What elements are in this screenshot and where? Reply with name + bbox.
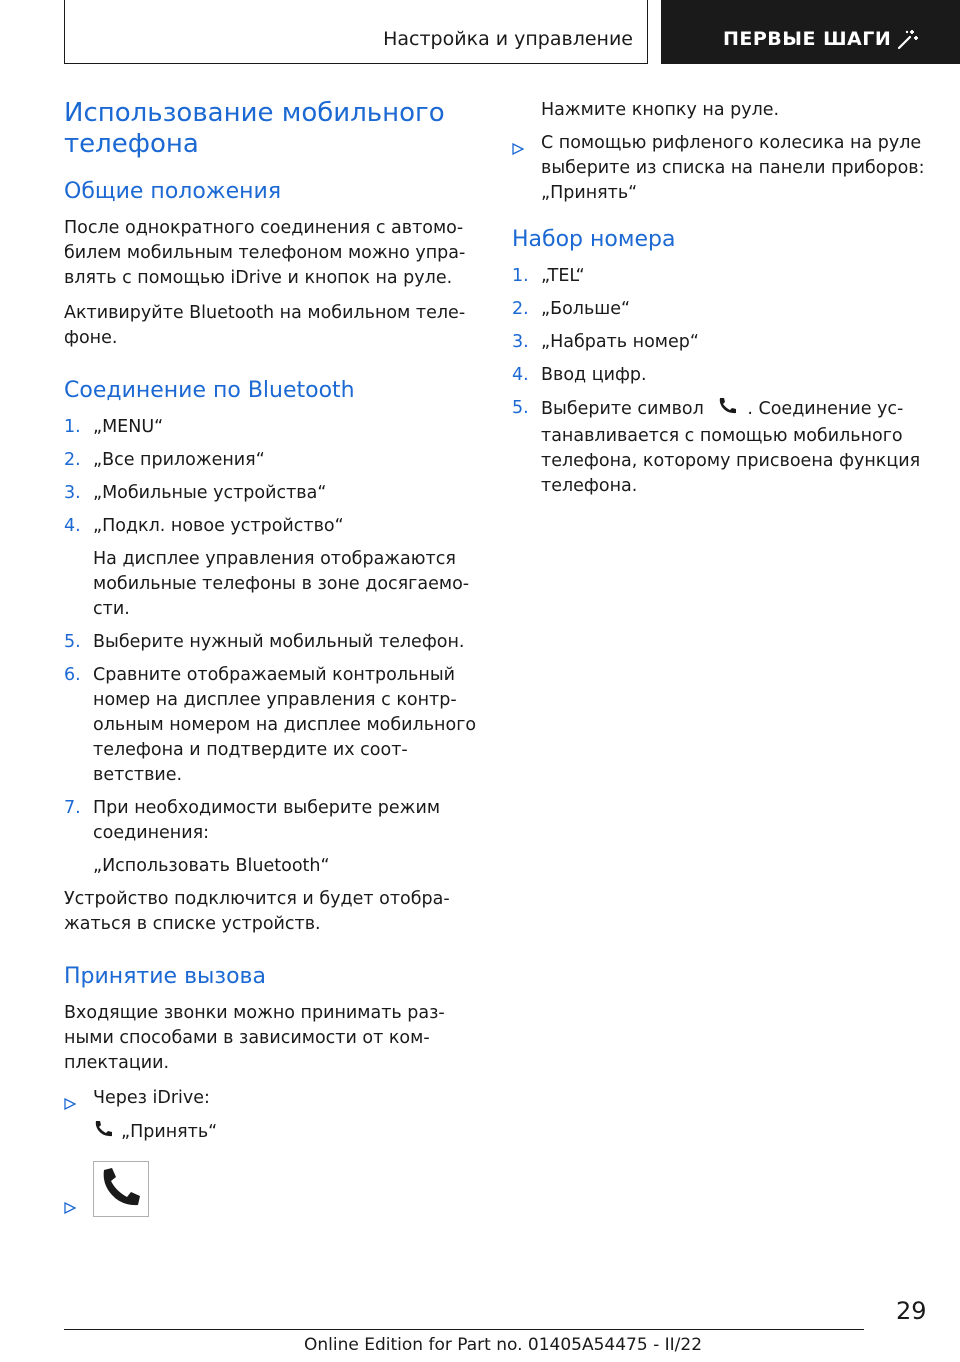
step-text: Выберите нужный мобильный телефон. [93,632,465,652]
step-text: „TEL“ [541,266,585,286]
accept-heading: Принятие вызова [64,964,267,989]
footer-divider [64,1329,864,1330]
phone-handset-icon [717,396,739,424]
step-note: На дисплее управления отображаются мобильные телефоны в зоне досягаемости. [93,549,470,619]
bluetooth-heading: Соединение по Bluetooth [64,378,355,403]
step-number: 6. [64,665,81,685]
list-item [64,481,484,506]
step-number: 5. [512,398,529,418]
list-item [64,514,484,539]
general-paragraph-1: После однократного соединения с автомобилем мобильным телефоном можно управлять с помощью iDrive и кнопок на руле. [64,218,466,288]
step-number: 4. [64,516,81,536]
step-text: „Подкл. новое устройство“ [93,516,344,536]
bullet-text: Через iDrive: [93,1088,210,1108]
step-text-post: . Соединение устанавливается с помощью мобильного телефона, которому присвоена функция телефона. [541,399,921,496]
step-text: „MENU“ [93,417,164,437]
step-number: 4. [512,365,529,385]
bluetooth-result: Устройство подключится и будет отображаться в списке устройств. [64,889,450,934]
triangle-bullet-icon [512,138,524,163]
step-text-pre: Выберите символ [541,399,704,419]
left-column [64,98,484,1225]
phone-handset-icon [93,1119,115,1147]
bullet-continuation: Нажмите кнопку на руле. [541,100,780,120]
general-paragraph-2: Активируйте Bluetooth на мобильном телефоне. [64,303,466,348]
right-column [512,98,932,507]
step-number: 1. [512,266,529,286]
accept-intro: Входящие звонки можно принимать разными способами в зависимости от комплектации. [64,1003,445,1073]
bullet-sub [64,1119,484,1147]
steering-wheel-phone-button-icon [93,1161,149,1217]
list-item [512,131,932,206]
step-text: „Больше“ [541,299,631,319]
step-option: „Использовать Bluetooth“ [93,856,330,876]
page-title: Использование мобильного телефона [64,98,445,159]
general-heading: Общие положения [64,179,282,204]
step-text: „Все приложения“ [93,450,265,470]
step-number: 5. [64,632,81,652]
step-number: 7. [64,798,81,818]
list-item [64,415,484,440]
page-number: 29 [896,1297,927,1325]
list-item [64,1161,484,1217]
step-text: Ввод цифр. [541,365,647,385]
list-item [64,630,484,655]
step-text: Сравните отображаемый контрольный номер на дисплее управления с контрольным номером на дисплее мобильного телефона и подтвердите их соответствие. [93,665,477,785]
list-item [64,796,484,846]
triangle-bullet-icon [64,1197,76,1222]
header-chapter-title: ПЕРВЫЕ ШАГИ [723,28,892,50]
step-text: „Набрать номер“ [541,332,699,352]
step-text: При необходимости выберите режим соединения: [93,798,441,843]
list-item [64,448,484,473]
step-number: 1. [64,417,81,437]
header-chapter-box [661,0,960,64]
header-section-title: Настройка и управление [383,28,633,50]
list-item [512,330,932,355]
list-item [512,396,932,499]
bullet-text: С помощью рифленого колесика на руле выберите из списка на панели приборов: „Принять“ [541,133,925,203]
list-item [64,663,484,788]
step-number: 2. [64,450,81,470]
step-text: „Мобильные устройства“ [93,483,327,503]
list-item [512,363,932,388]
step-number: 3. [64,483,81,503]
bullet-sub-text: „Принять“ [121,1122,218,1142]
wand-icon [897,28,919,54]
footer-edition: Online Edition for Part no. 01405A54475 - II/22 [304,1335,703,1355]
triangle-bullet-icon [64,1093,76,1118]
step-number: 2. [512,299,529,319]
list-item [512,297,932,322]
list-item [64,1086,484,1111]
step-number: 3. [512,332,529,352]
dial-heading: Набор номера [512,227,676,252]
header-section-box [64,0,648,64]
list-item [512,264,932,289]
